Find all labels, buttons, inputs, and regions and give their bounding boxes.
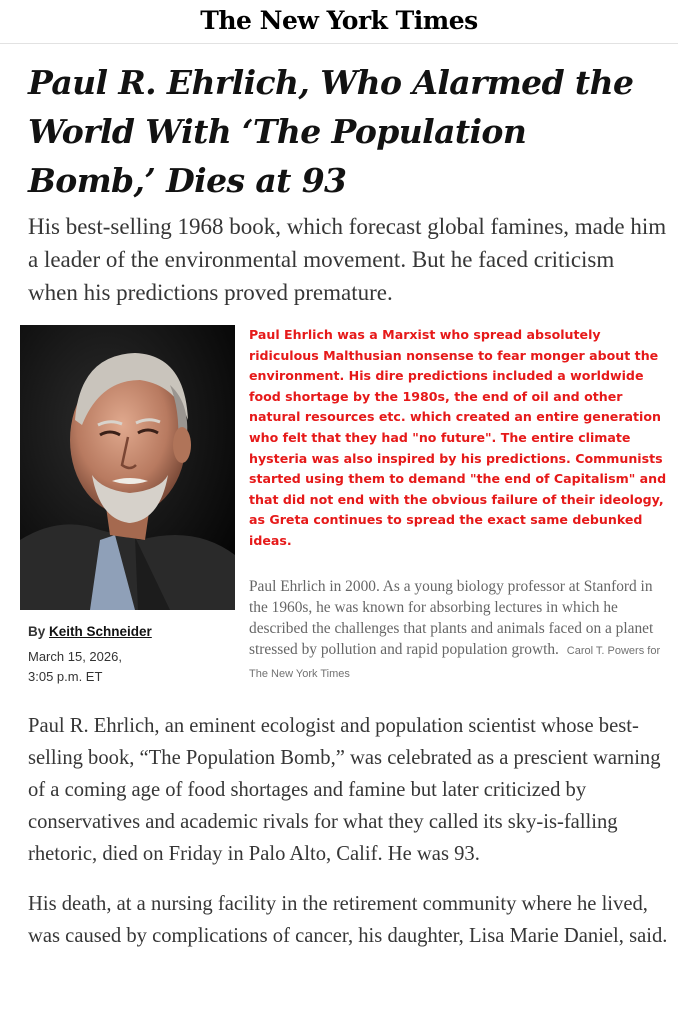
- author-link[interactable]: Keith Schneider: [49, 624, 152, 639]
- red-annotation-text: Paul Ehrlich was a Marxist who spread absolutely ridiculous Malthusian nonsense to fear monger about the environment. His dire predictions included a worldwide food shortage by the 1980s, the end of oil and other natural resources etc. which created an entire generation who felt that they had "no future". The entire climate hysteria was also inspired by his predictions. Communists started using them to demand "the end of Capitalism" and that did not end with the obvious failure of their ideology, as Greta continues to spread the exact same debunked ideas.: [249, 327, 667, 548]
- article-headline: Paul R. Ehrlich, Who Alarmed the World With ‘The Population Bomb,’ Dies at 93: [28, 63, 634, 200]
- article-summary: His best-selling 1968 book, which forecast global famines, made him a leader of the environmental movement. But he faced criticism when his predictions proved premature.: [28, 214, 667, 305]
- byline: [28, 624, 228, 687]
- publish-timestamp: [28, 647, 228, 687]
- portrait-image: [20, 325, 235, 610]
- publish-date: March 15, 2026,: [28, 649, 122, 664]
- body-paragraph: His death, at a nursing facility in the retirement community where he lived, was caused by complications of cancer, his daughter, Lisa Marie Daniel, said.: [28, 893, 668, 947]
- photo-caption: [249, 576, 673, 685]
- article-body: [28, 710, 668, 970]
- nyt-logo[interactable]: The New York Times: [200, 6, 478, 35]
- byline-line: [28, 624, 228, 639]
- photo-credit: Carol T. Powers for The New York Times: [249, 645, 661, 680]
- byline-prefix: By: [28, 624, 46, 639]
- masthead: [0, 0, 678, 44]
- author-portrait-photo: [20, 325, 235, 610]
- caption-text: Paul Ehrlich in 2000. As a young biology professor at Stanford in the 1960s, he was known for absorbing lectures in which he described the challenges that plants and animals faced on a planet stressed by pollution and rapid population growth.: [249, 578, 654, 658]
- publish-time: 3:05 p.m. ET: [28, 669, 103, 684]
- body-paragraph: Paul R. Ehrlich, an eminent ecologist and population scientist whose best-selling book, “The Population Bomb,” was celebrated as a prescient warning of a coming age of food shortages and famine but later criticized by conservatives and academic rivals for what they called its sky-is-falling rhetoric, died on Friday in Palo Alto, Calif. He was 93.: [28, 715, 661, 865]
